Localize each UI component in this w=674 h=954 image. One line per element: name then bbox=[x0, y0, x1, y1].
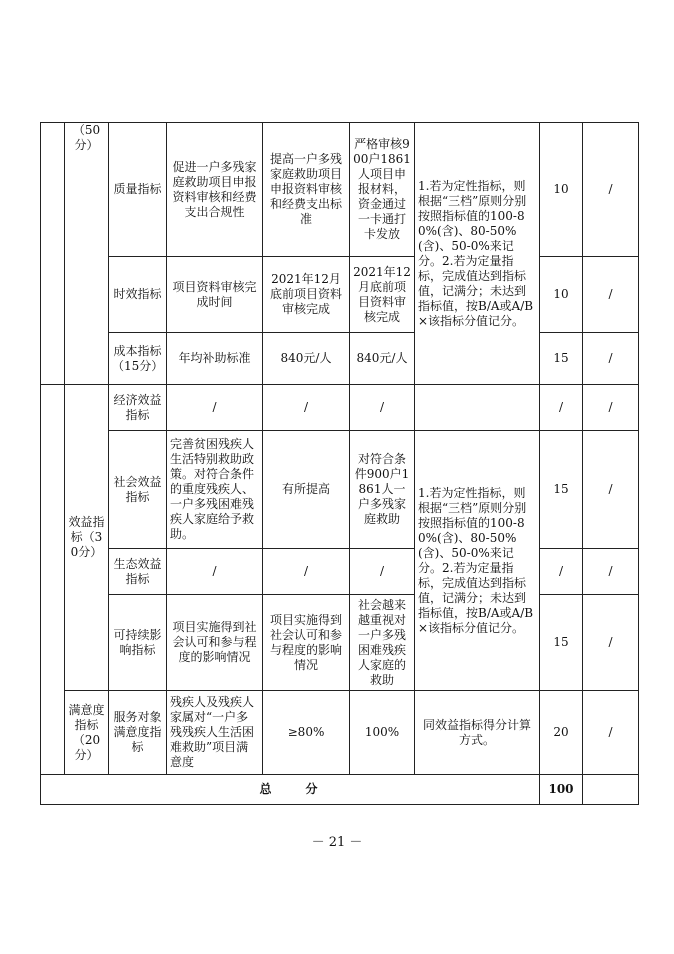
score-cell: 10 bbox=[540, 257, 583, 333]
content-cell: / bbox=[167, 549, 263, 595]
actual-cell: 840元/人 bbox=[350, 333, 415, 385]
content-cell: / bbox=[167, 385, 263, 431]
content-cell: 年均补助标准 bbox=[167, 333, 263, 385]
target-cell: 840元/人 bbox=[263, 333, 350, 385]
deduct-cell: / bbox=[583, 123, 639, 257]
indicator-cell: 成本指标（15分） bbox=[109, 333, 167, 385]
deduct-cell: / bbox=[583, 549, 639, 595]
score-cell: 15 bbox=[540, 333, 583, 385]
total-row bbox=[41, 775, 639, 805]
content-cell: 促进一户多残家庭救助项目申报资料审核和经费支出合规性 bbox=[167, 123, 263, 257]
target-cell: ≥80% bbox=[263, 691, 350, 775]
method-cell: 1.若为定性指标，则根据“三档”原则分别按照指标值的100-80%(含)、80-50%(含)、50-0%来记分。2.若为定量指标，完成值达到指标值，记满分；未达到指标值，按B/A或A/B×该指标分值记分。 bbox=[415, 431, 540, 691]
page-number: － 21 － bbox=[311, 835, 363, 850]
score-cell: 15 bbox=[540, 595, 583, 691]
output-group-cell: （50分） bbox=[65, 123, 109, 385]
deduct-cell: / bbox=[583, 385, 639, 431]
content-cell: 项目资料审核完成时间 bbox=[167, 257, 263, 333]
method-cell: 1.若为定性指标，则根据“三档”原则分别按照指标值的100-80%(含)、80-50%(含)、50-0%来记分。2.若为定量指标，完成值达到指标值，记满分；未达到指标值，按B/A或A/B×该指标分值记分。 bbox=[415, 123, 540, 385]
deduct-cell: / bbox=[583, 691, 639, 775]
target-cell: / bbox=[263, 385, 350, 431]
table-row bbox=[41, 257, 639, 333]
indicator-cell: 社会效益指标 bbox=[109, 431, 167, 549]
indicator-cell: 可持续影响指标 bbox=[109, 595, 167, 691]
table-row bbox=[41, 385, 639, 431]
actual-cell: 社会越来越重视对一户多残困难残疾人家庭的救助 bbox=[350, 595, 415, 691]
score-cell: 15 bbox=[540, 431, 583, 549]
deduct-cell: / bbox=[583, 595, 639, 691]
table-row bbox=[41, 123, 639, 257]
total-score: 100 bbox=[540, 775, 583, 805]
target-cell: 有所提高 bbox=[263, 431, 350, 549]
actual-cell: / bbox=[350, 385, 415, 431]
total-label: 总分 bbox=[41, 775, 540, 805]
target-cell: 项目实施得到社会认可和参与程度的影响情况 bbox=[263, 595, 350, 691]
table-row bbox=[41, 431, 639, 549]
indicator-cell: 服务对象满意度指标 bbox=[109, 691, 167, 775]
score-cell: / bbox=[540, 385, 583, 431]
score-cell: 20 bbox=[540, 691, 583, 775]
performance-table bbox=[40, 122, 639, 805]
satisfaction-group-cell: 满意度指标（20分） bbox=[65, 691, 109, 775]
actual-cell: 100% bbox=[350, 691, 415, 775]
target-cell: / bbox=[263, 549, 350, 595]
method-cell: 同效益指标得分计算方式。 bbox=[415, 691, 540, 775]
actual-cell: 对符合条件900户1861人一户多残家庭救助 bbox=[350, 431, 415, 549]
table-row bbox=[41, 691, 639, 775]
first-level-cell bbox=[41, 385, 65, 775]
method-cell-empty bbox=[415, 385, 540, 431]
total-deduct-cell bbox=[583, 775, 639, 805]
content-cell: 残疾人及残疾人家属对“一户多残残疾人生活困难救助”项目满意度 bbox=[167, 691, 263, 775]
first-level-cell bbox=[41, 123, 65, 385]
target-cell: 2021年12月底前项目资料审核完成 bbox=[263, 257, 350, 333]
deduct-cell: / bbox=[583, 333, 639, 385]
target-cell: 提高一户多残家庭救助项目申报资料审核和经费支出标准 bbox=[263, 123, 350, 257]
actual-cell: / bbox=[350, 549, 415, 595]
content-cell: 项目实施得到社会认可和参与程度的影响情况 bbox=[167, 595, 263, 691]
score-cell: 10 bbox=[540, 123, 583, 257]
table-row bbox=[41, 595, 639, 691]
deduct-cell: / bbox=[583, 431, 639, 549]
table-row bbox=[41, 333, 639, 385]
indicator-cell: 经济效益指标 bbox=[109, 385, 167, 431]
indicator-cell: 时效指标 bbox=[109, 257, 167, 333]
deduct-cell: / bbox=[583, 257, 639, 333]
table-row bbox=[41, 549, 639, 595]
score-cell: / bbox=[540, 549, 583, 595]
actual-cell: 2021年12月底前项目资料审核完成 bbox=[350, 257, 415, 333]
indicator-cell: 生态效益指标 bbox=[109, 549, 167, 595]
content-cell: 完善贫困残疾人生活特别救助政策。对符合条件的重度残疾人、一户多残困难残疾人家庭给予救助。 bbox=[167, 431, 263, 549]
benefit-group-cell: 效益指标（30分） bbox=[65, 385, 109, 691]
actual-cell: 严格审核900户1861人项目申报材料，资金通过一卡通打卡发放 bbox=[350, 123, 415, 257]
indicator-cell: 质量指标 bbox=[109, 123, 167, 257]
